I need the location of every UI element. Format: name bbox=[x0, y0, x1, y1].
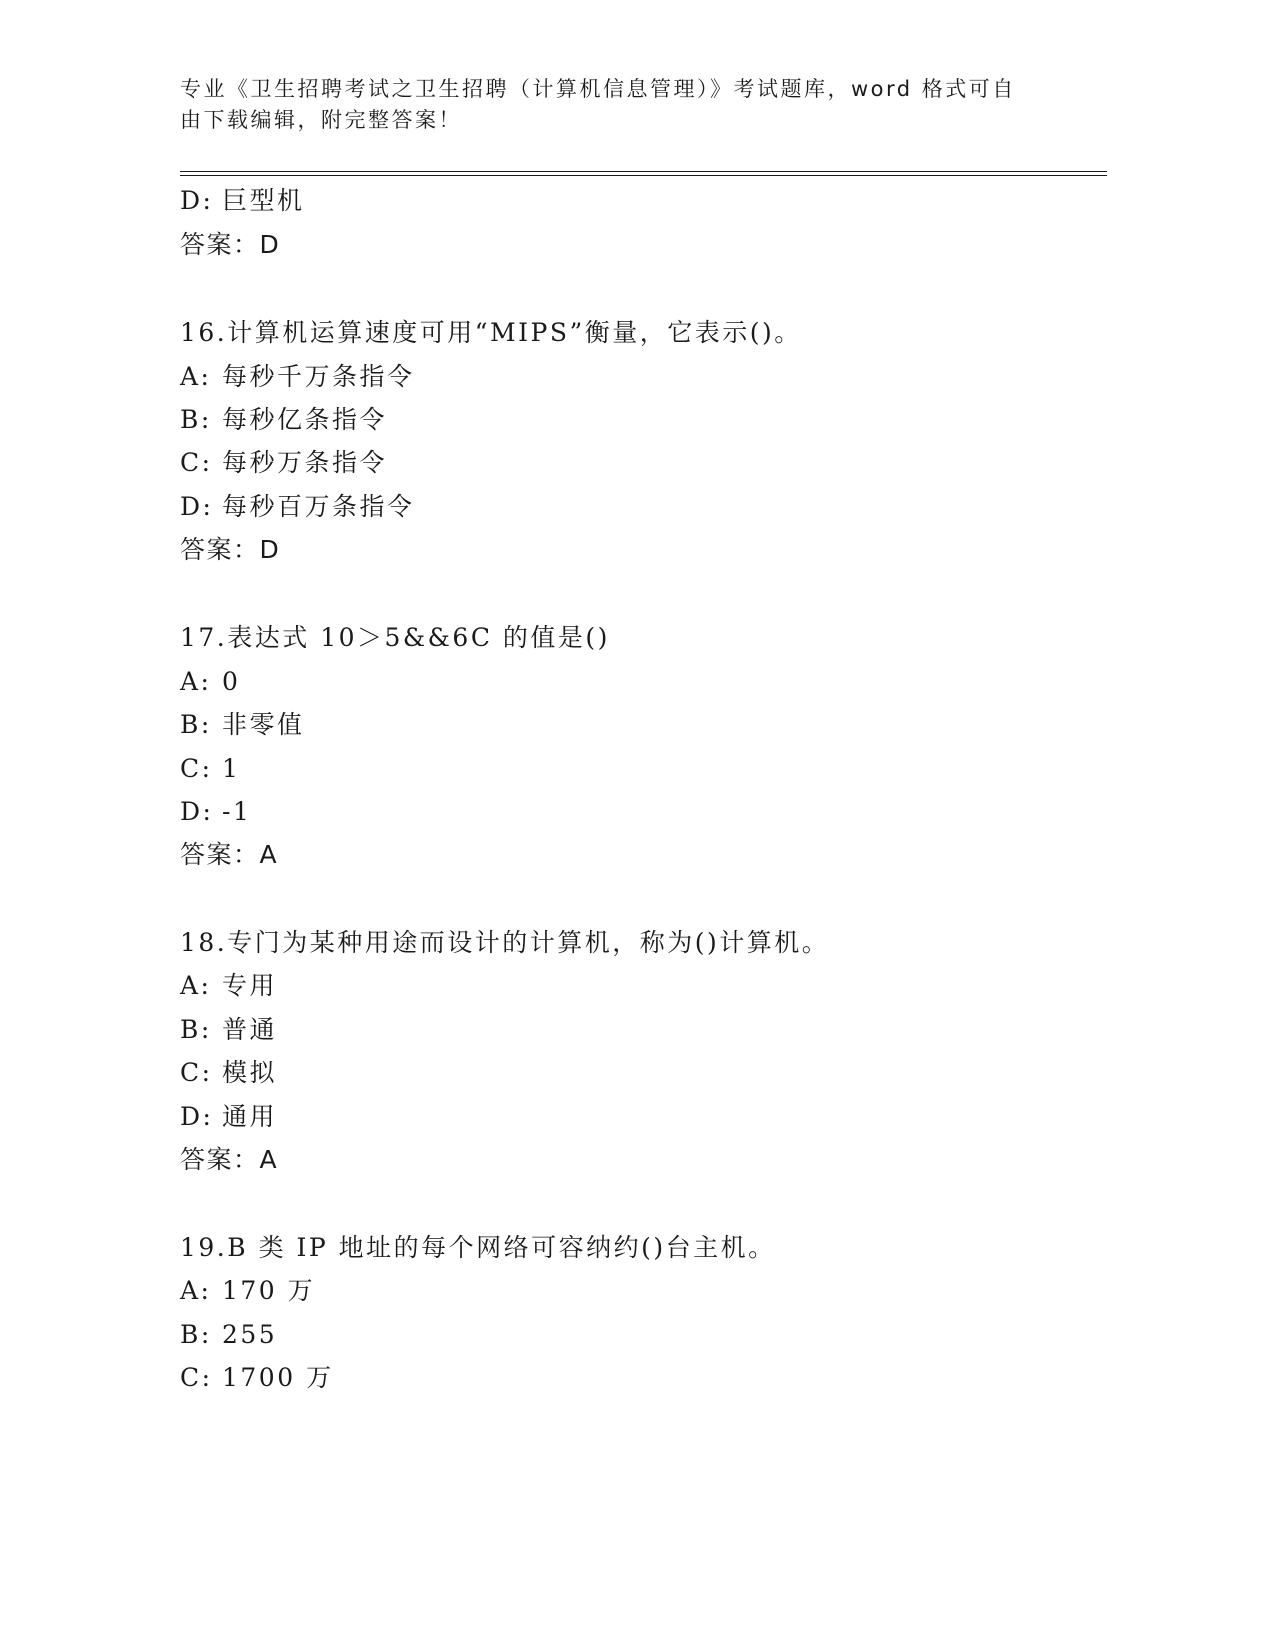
option-text: 1700 万 bbox=[222, 1363, 334, 1392]
option-text: 专用 bbox=[222, 971, 278, 1000]
option-label: B: bbox=[180, 710, 212, 739]
option-label: C: bbox=[180, 448, 213, 477]
q18-option-d bbox=[180, 1102, 277, 1132]
option-label: A: bbox=[180, 667, 212, 696]
option-label: C: bbox=[180, 1058, 213, 1087]
q16-answer: 答案：D bbox=[180, 535, 281, 564]
option-text: 模拟 bbox=[222, 1058, 278, 1087]
option-text: 1 bbox=[222, 754, 241, 783]
header-divider-bottom bbox=[180, 175, 1107, 176]
option-text: 普通 bbox=[222, 1015, 278, 1044]
option-label: B: bbox=[180, 1320, 212, 1349]
option-text: 每秒万条指令 bbox=[222, 448, 388, 477]
q16-option-b bbox=[180, 405, 387, 435]
header-divider-top bbox=[180, 171, 1107, 172]
q16-option-c bbox=[180, 448, 387, 478]
option-label: D: bbox=[180, 492, 214, 521]
q17-option-d bbox=[180, 797, 251, 827]
q19-stem: 19.B 类 IP 地址的每个网络可容纳约()台主机。 bbox=[180, 1233, 776, 1262]
option-label: D: bbox=[180, 797, 214, 826]
option-text: 通用 bbox=[222, 1102, 278, 1131]
q18-option-c bbox=[180, 1058, 277, 1088]
q16-option-d bbox=[180, 492, 415, 522]
document-header bbox=[180, 74, 1080, 136]
q17-answer: 答案：A bbox=[180, 840, 279, 869]
option-text: 每秒百万条指令 bbox=[222, 492, 415, 521]
q16-option-a bbox=[180, 362, 415, 392]
q15-answer: 答案：D bbox=[180, 230, 281, 259]
option-text: 每秒亿条指令 bbox=[222, 405, 388, 434]
q19-option-b bbox=[180, 1320, 277, 1350]
option-label: B: bbox=[180, 405, 212, 434]
option-label: D: bbox=[180, 186, 214, 215]
q18-option-b bbox=[180, 1015, 277, 1045]
q17-option-c bbox=[180, 754, 240, 784]
option-label: A: bbox=[180, 362, 212, 391]
option-label: A: bbox=[180, 1276, 212, 1305]
q18-stem: 18.专门为某种用途而设计的计算机，称为()计算机。 bbox=[180, 928, 830, 957]
option-text: 0 bbox=[222, 667, 241, 696]
option-text: 巨型机 bbox=[222, 186, 305, 215]
option-label: A: bbox=[180, 971, 212, 1000]
q16-stem: 16.计算机运算速度可用“MIPS”衡量，它表示()。 bbox=[180, 318, 802, 347]
option-label: C: bbox=[180, 754, 213, 783]
q19-option-a bbox=[180, 1276, 315, 1306]
option-text: 255 bbox=[222, 1320, 278, 1349]
q18-answer: 答案：A bbox=[180, 1145, 279, 1174]
option-label: C: bbox=[180, 1363, 213, 1392]
option-label: D: bbox=[180, 1102, 214, 1131]
header-line-1: 专业《卫生招聘考试之卫生招聘（计算机信息管理）》考试题库，word 格式可自 bbox=[180, 77, 1016, 101]
option-label: B: bbox=[180, 1015, 212, 1044]
q17-stem: 17.表达式 10＞5&&6C 的值是() bbox=[180, 623, 610, 652]
option-text: 非零值 bbox=[222, 710, 305, 739]
option-text: 每秒千万条指令 bbox=[222, 362, 415, 391]
q18-option-a bbox=[180, 971, 277, 1001]
q17-option-a bbox=[180, 667, 240, 697]
q19-option-c bbox=[180, 1363, 334, 1393]
option-text: 170 万 bbox=[222, 1276, 316, 1305]
header-line-2: 由下载编辑，附完整答案！ bbox=[180, 108, 462, 132]
q15-option-d bbox=[180, 186, 305, 216]
q17-option-b bbox=[180, 710, 305, 740]
option-text: -1 bbox=[222, 797, 252, 826]
